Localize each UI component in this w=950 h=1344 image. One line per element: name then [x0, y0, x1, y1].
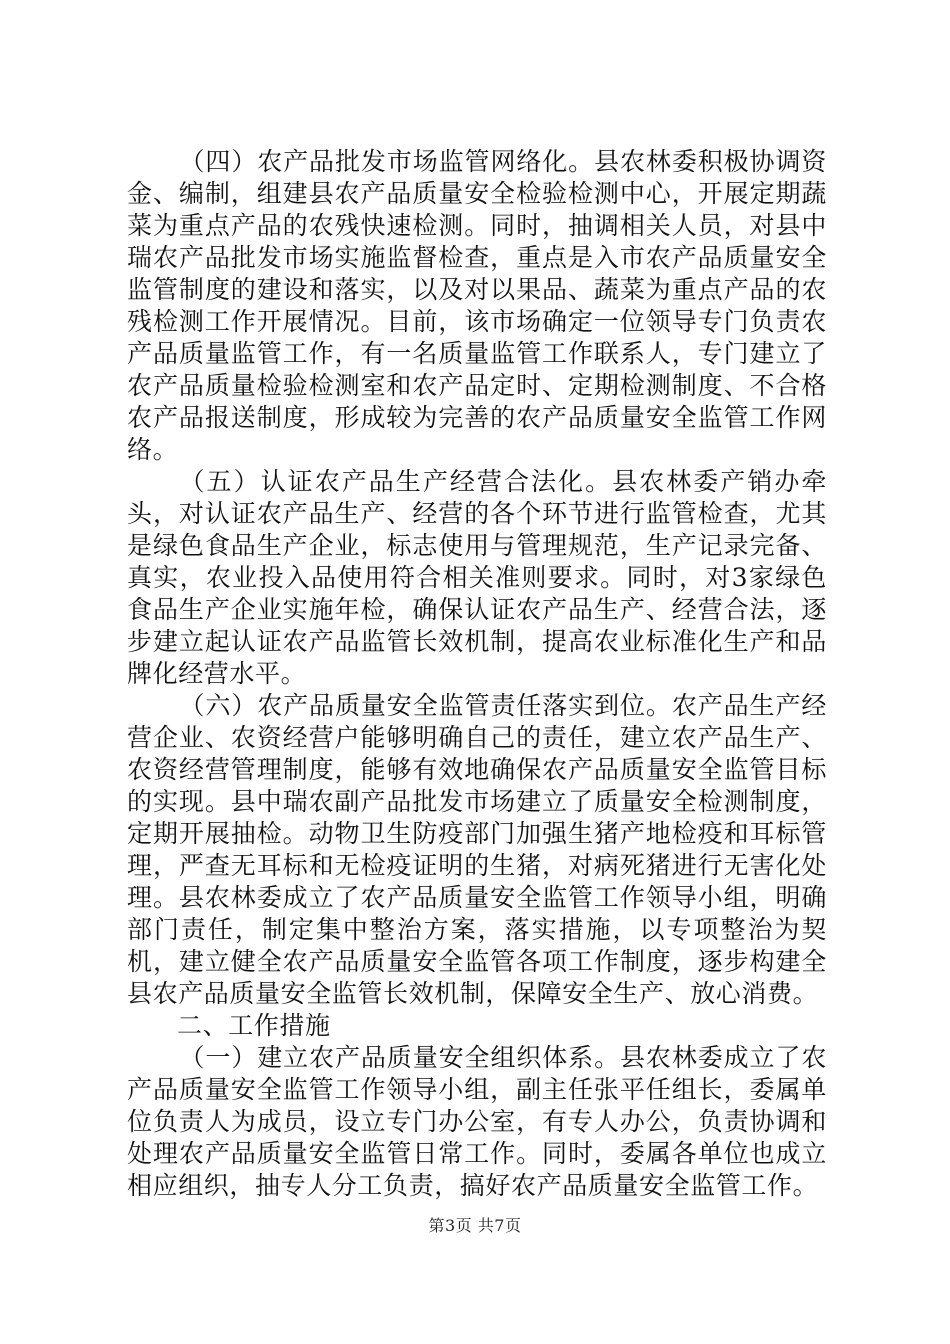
paragraph-certified-products: （五）认证农产品生产经营合法化。县农林委产销办牵头，对认证农产品生产、经营的各个环节进行监管检查，尤其是绿色食品生产企业，标志使用与管理规范，生产记录完备、真实，农业投入品使用符合相关准则要求。同时，对3家绿色食品生产企业实施年检，确保认证农产品生产、经营合法，逐步建立起认证农产品监管长效机制，提高农业标准化生产和品牌化经营水平。 [127, 467, 827, 688]
paragraph-responsibility: （六）农产品质量安全监管责任落实到位。农产品生产经营企业、农资经营户能够明确自己的责任，建立农产品生产、农资经营管理制度，能够有效地确保农产品质量安全监管目标的实现。县中瑞农副产品批发市场建立了质量安全检测制度，定期开展抽检。动物卫生防疫部门加强生猪产地检疫和耳标管理，严查无耳标和无检疫证明的生猪，对病死猪进行无害化处理。县农林委成立了农产品质量安全监管工作领导小组，明确部门责任，制定集中整治方案，落实措施，以专项整治为契机，建立健全农产品质量安全监管各项工作制度，逐步构建全县农产品质量安全监管长效机制，保障安全生产、放心消费。 [127, 691, 827, 1008]
paragraph-organization-system: （一）建立农产品质量安全组织体系。县农林委成立了农产品质量安全监管工作领导小组，副主任张平任组长，委属单位负责人为成员，设立专门办公室，有专人办公，负责协调和处理农产品质量安全监管日常工作。同时，委属各单位也成立相应组织，抽专人分工负责，搞好农产品质量安全监管工作。 [127, 1043, 827, 1200]
document-body [127, 146, 827, 1202]
paragraph-market-network: （四）农产品批发市场监管网络化。县农林委积极协调资金、编制，组建县农产品质量安全检验检测中心，开展定期蔬菜为重点产品的农残快速检测。同时，抽调相关人员，对县中瑞农产品批发市场实施监督检查，重点是入市农产品质量安全监管制度的建设和落实，以及对以果品、蔬菜为重点产品的农残检测工作开展情况。目前，该市场确定一位领导专门负责农产品质量监管工作，有一名质量监管工作联系人，专门建立了农产品质量检验检测室和农产品定时、定期检测制度、不合格农产品报送制度，形成较为完善的农产品质量安全监管工作网络。 [127, 147, 827, 464]
page-number-footer: 第3页 共7页 [428, 1216, 522, 1235]
section-heading-measures: 二、工作措施 [177, 1011, 331, 1040]
